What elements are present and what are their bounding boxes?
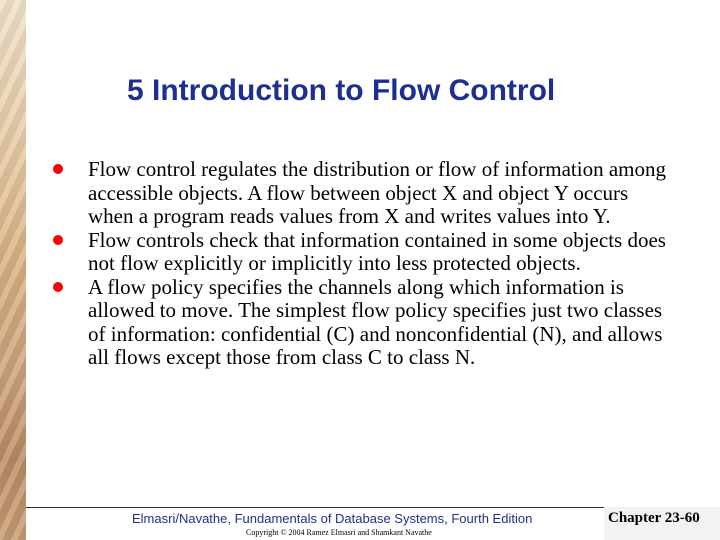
footer-copyright: Copyright © 2004 Ramez Elmasri and Shamkant Navathe <box>246 528 432 537</box>
bullet-item <box>52 229 672 276</box>
bullet-text: Flow control regulates the distribution or flow of information among accessible objects. A flow between object X and object Y occurs when a program reads values from X and writes values into Y. <box>88 157 666 228</box>
chapter-label: Chapter 23-60 <box>608 510 700 526</box>
bullet-list <box>52 158 672 370</box>
bullet-dot-icon <box>53 282 63 292</box>
bullet-text: Flow controls check that information contained in some objects does not flow explicitly or implicitly into less protected objects. <box>88 227 666 275</box>
bullet-text: A flow policy specifies the channels along which information is allowed to move. The simplest flow policy specifies just two classes of information: confidential (C) and nonconfidential (N), and allows all flows except those from class C to class N. <box>88 274 663 369</box>
footer-book-title: Elmasri/Navathe, Fundamentals of Database Systems, Fourth Edition <box>132 511 533 526</box>
bullet-item <box>52 158 672 229</box>
desert-side-strip <box>0 0 26 540</box>
bullet-item <box>52 276 672 370</box>
slide-title: 5 Introduction to Flow Control <box>127 74 556 107</box>
bullet-dot-icon <box>53 164 63 174</box>
bullet-dot-icon <box>53 235 63 245</box>
